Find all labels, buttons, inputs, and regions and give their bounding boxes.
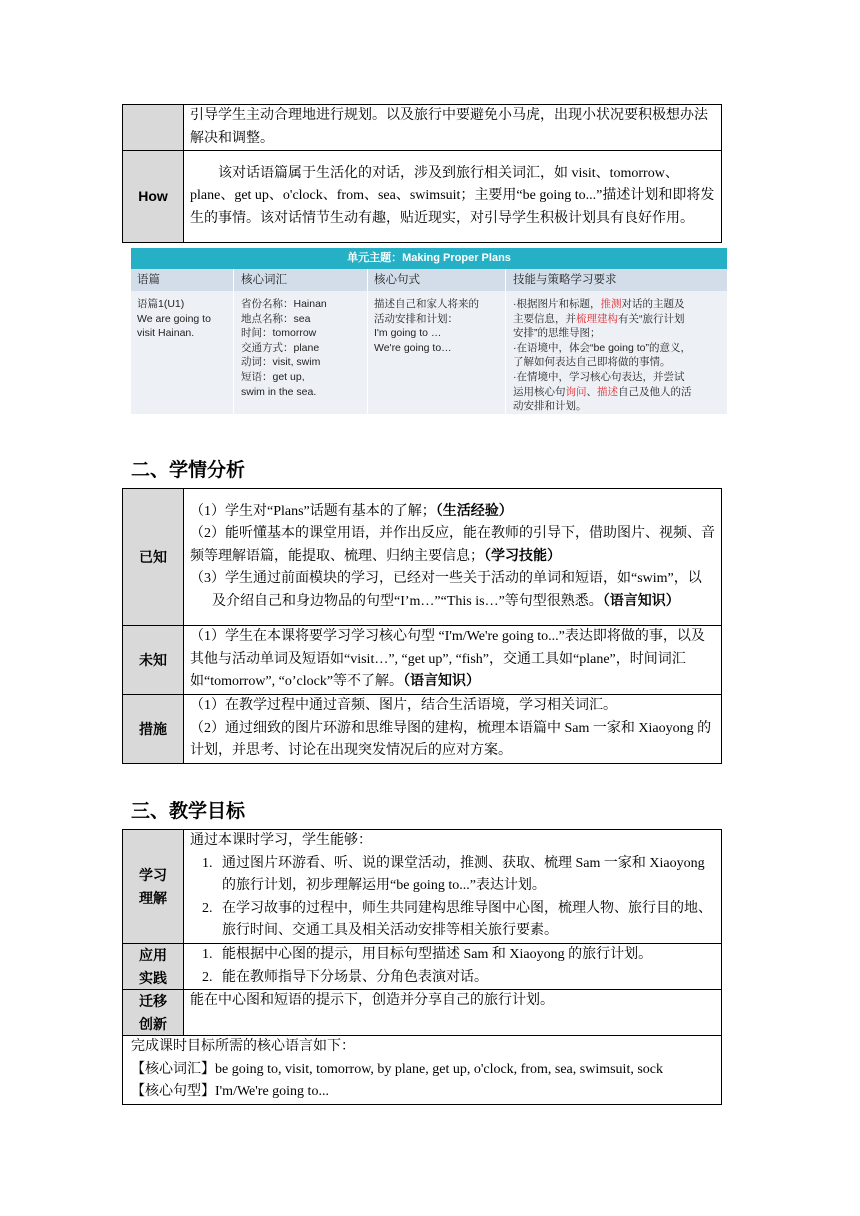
sentence-line: We're going to… <box>374 341 452 354</box>
unit-text-line: 语篇1(U1) <box>137 298 185 310</box>
unit-column-headers <box>131 269 727 291</box>
known-item: （2）能听懂基本的课堂用语，并作出反应，能在教师的引导下，借助图片、视频、音频等理解语篇，能提取、梳理、归纳主要信息；（学习技能） <box>190 526 715 564</box>
apply-item: 1. 能根据中心图的提示，用目标句型描述 Sam 和 Xiaoyong 的旅行计划。 <box>216 944 715 967</box>
apply-label: 应用 实践 <box>123 944 184 990</box>
known-item: （1）学生对“Plans”话题有基本的了解；（生活经验） <box>190 503 513 519</box>
apply-item: 2. 能在教师指导下分场景、分角色表演对话。 <box>216 967 715 990</box>
vocab-line: 交通方式：plane <box>241 341 320 354</box>
top-table <box>122 104 722 243</box>
how-label: How <box>123 151 184 243</box>
section-title-analysis: 二、学情分析 <box>131 459 246 481</box>
learn-item: 2. 在学习故事的过程中，师生共同建构思维导图中心图，梳理人物、旅行目的地、旅行时间、交通工具及相关活动安排等相关旅行要素。 <box>216 898 715 943</box>
vocab-line: 地点名称：sea <box>241 312 311 325</box>
learn-item: 1. 通过图片环游看、听、说的课堂活动，推测、获取、梳理 Sam 一家和 Xiaoyong 的旅行计划，初步理解运用“be going to...”表达计划。 <box>216 853 715 898</box>
vocab-line: 时间：tomorrow <box>241 327 317 340</box>
vocab-line: swim in the sea. <box>241 385 317 398</box>
unit-text-line: We are going to <box>137 312 211 325</box>
unknown-label: 未知 <box>123 626 184 695</box>
measure-content <box>184 695 722 764</box>
analysis-table <box>122 488 722 764</box>
known-label: 已知 <box>123 489 184 626</box>
measure-item: （1）在教学过程中通过音频、图片，结合生活语境，学习相关词汇。 <box>190 698 617 713</box>
section-title-objectives: 三、教学目标 <box>131 800 246 822</box>
core-words: 【核心词汇】be going to, visit, tomorrow, by plane, get up, o'clock, from, sea, swimsuit, sock <box>131 1061 663 1077</box>
sentence-line: 活动安排和计划： <box>374 312 458 325</box>
apply-list <box>190 944 715 989</box>
unit-sentence-column <box>374 291 502 414</box>
apply-content <box>184 944 722 990</box>
core-language <box>123 1036 722 1105</box>
column-header-vocab: 核心词汇 <box>241 274 287 286</box>
how-text: 该对话语篇属于生活化的对话，涉及到旅行相关词汇，如 visit、tomorrow、plane、get up、o'clock、from、sea、swimsuit；主要用“be going to...”描述计划和即将发生的事情。该对话情节生动有趣，贴近现实，对引导学生积极计划具有良好作用。 <box>184 151 722 243</box>
known-item: （3）学生通过前面模块的学习，已经对一些关于活动的单词和短语，如“swim”，以及介绍自己和身边物品的句型“I’m…”“This is…”等句型很熟悉。（语言知识） <box>190 571 702 609</box>
unit-skills-column: ·根据图片和标题，推测对话的主题及 主要信息，并梳理建构有关“旅行计划 安排”的思维导图； ·在语境中，体会“be going to”的意义， 了解如何表达自己即将做的事情。 ·在情境中，学习核心句表达，并尝试 运用核心句询问、描述自己及他人的活 动安排和计划。 <box>513 298 692 413</box>
core-sentence: 【核心句型】I'm/We're going to... <box>131 1084 329 1099</box>
planning-text: 引导学生主动合理地进行规划。以及旅行中要避免小马虎，出现小状况要积极想办法解决和调整。 <box>184 105 722 151</box>
sentence-line: 描述自己和家人将来的 <box>374 298 479 310</box>
empty-label-cell <box>123 105 184 151</box>
unit-topic-header: 单元主题：Making Proper Plans <box>131 248 727 269</box>
unit-vocab-column <box>241 291 365 414</box>
vocab-line: 短语：get up, <box>241 370 305 383</box>
vocab-line: 省份名称：Hainan <box>241 298 327 310</box>
known-content <box>184 489 722 626</box>
sentence-line: I'm going to … <box>374 327 442 340</box>
learn-list <box>190 853 715 943</box>
objectives-table <box>122 829 722 1105</box>
core-intro: 完成课时目标所需的核心语言如下： <box>131 1039 355 1054</box>
transfer-label: 迁移 创新 <box>123 990 184 1036</box>
learn-content <box>184 830 722 944</box>
unknown-content: （1）学生在本课将要学习学习核心句型 “I'm/We're going to...”表达即将做的事，以及其他与活动单词及短语如“visit…”, “get up”, “fish”，交通工具如“plane”，时间词汇如“tomorrow”, “o’clock”等不了解。（语言知识） <box>184 626 722 695</box>
unit-text-column <box>137 291 231 414</box>
measure-label: 措施 <box>123 695 184 764</box>
vocab-line: 动词：visit, swim <box>241 356 321 369</box>
column-header-text: 语篇 <box>137 274 160 286</box>
measure-item: （2）通过细致的图片环游和思维导图的建构，梳理本语篇中 Sam 一家和 Xiaoyong 的计划，并思考、讨论在出现突发情况后的应对方案。 <box>190 720 712 758</box>
unit-text-line: visit Hainan. <box>137 327 195 340</box>
transfer-content: 能在中心图和短语的提示下，创造并分享自己的旅行计划。 <box>184 990 722 1036</box>
unit-topic-table <box>131 248 727 414</box>
column-header-skills: 技能与策略学习要求 <box>513 274 617 286</box>
learn-intro: 通过本课时学习，学生能够： <box>190 833 372 849</box>
column-header-sentence: 核心句式 <box>374 274 420 286</box>
learn-label: 学习 理解 <box>123 830 184 944</box>
